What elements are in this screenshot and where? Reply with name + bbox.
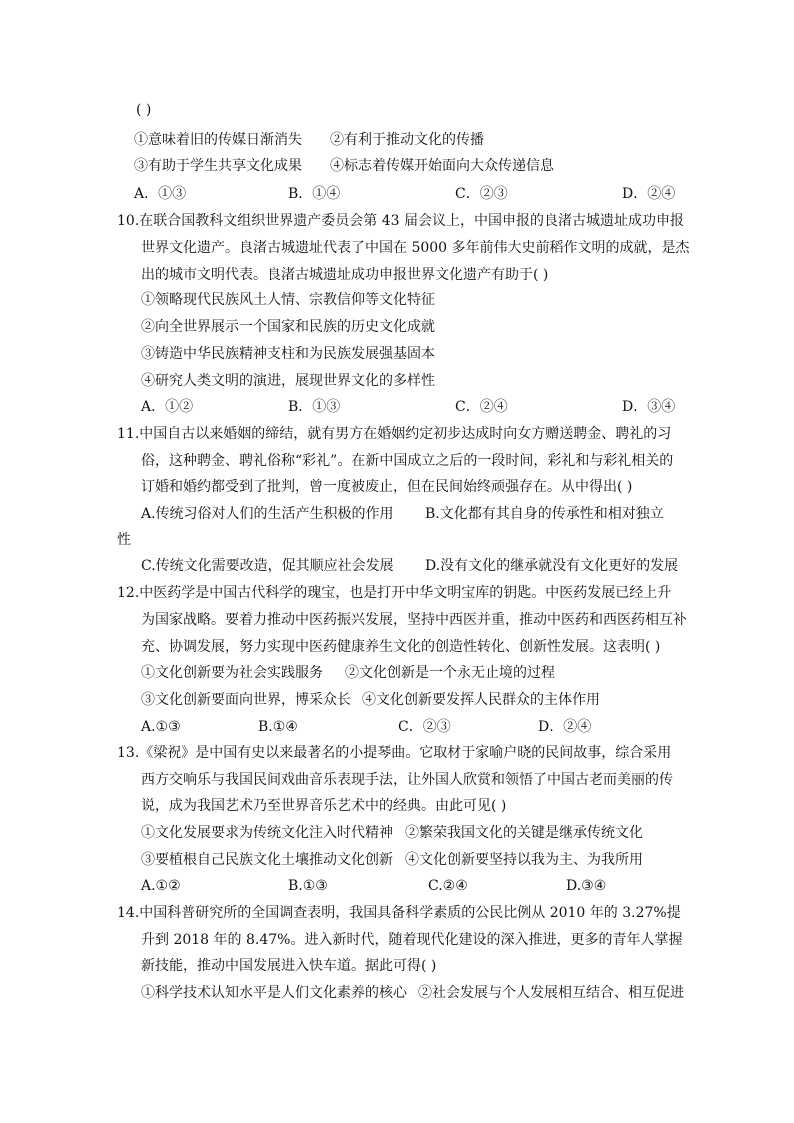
q10-line-2: 世界文化遗产。良渚古城遗址代表了中国在 5000 多年前伟大史前稻作文明的成就，是杰	[141, 240, 690, 256]
q12-statement-3: ③文化创新要面向世界，博采众长	[141, 692, 351, 708]
q10-statement-2: ②向全世界展示一个国家和民族的历史文化成就	[141, 319, 435, 335]
q12-statement-4: ④文化创新要发挥人民群众的主体作用	[362, 692, 600, 708]
q12-option-b: B.①④	[258, 719, 298, 735]
q13-option-d: D.③④	[566, 878, 607, 894]
q11-line-3: 订婚和婚约都受到了批判，曾一度被废止，但在民间始终顽强存在。从中得出( )	[141, 479, 633, 495]
q12-line-2: 为国家战略。要着力推动中医药振兴发展，坚持中西医并重，推动中医药和西医药相互补	[141, 612, 687, 628]
q13-statement-3: ③要植根自己民族文化土壤推动文化创新	[141, 852, 393, 868]
q10-statement-1: ①领略现代民族风土人情、宗教信仰等文化特征	[141, 292, 435, 308]
q10-line-3: 出的城市文明代表。良渚古城遗址成功申报世界文化遗产有助于( )	[141, 267, 549, 283]
q12-option-a: A.①③	[141, 719, 181, 735]
q13-option-c: C.②④	[428, 878, 468, 894]
q10-option-b: B．①③	[288, 399, 341, 415]
q9-option-d: D．②④	[622, 186, 676, 202]
q13-line-3: 说，成为我国艺术乃至世界音乐艺术中的经典。由此可见( )	[141, 798, 507, 814]
q9-statement-4: ④标志着传媒开始面向大众传递信息	[330, 158, 554, 174]
q12-line-1: 12.中医药学是中国古代科学的瑰宝，也是打开中华文明宝库的钥匙。中医药发展已经上升	[117, 585, 672, 601]
q10-option-c: C．②④	[455, 399, 508, 415]
q11-option-b-cont: 性	[117, 532, 131, 548]
q12-option-d: D．②④	[538, 719, 592, 735]
q12-statement-1: ①文化创新要为社会实践服务	[141, 665, 323, 681]
q10-option-a: A．①②	[141, 399, 194, 415]
q10-line-1: 10.在联合国教科文组织世界遗产委员会第 43 届会议上，中国申报的良渚古城遗址成功申报	[117, 213, 684, 229]
q11-option-c: C.传统文化需要改造，促其顺应社会发展	[141, 558, 394, 574]
q9-statement-2: ②有利于推动文化的传播	[330, 132, 484, 148]
q13-statement-4: ④文化创新要坚持以我为主、为我所用	[405, 852, 643, 868]
q9-option-a: A．①③	[134, 186, 187, 202]
q14-statement-2: ②社会发展与个人发展相互结合、相互促进	[418, 985, 684, 1001]
q13-option-a: A.①②	[141, 878, 181, 894]
q13-line-1: 13.《梁祝》是中国有史以来最著名的小提琴曲。它取材于家喻户晓的民间故事，综合采用	[117, 745, 672, 761]
q13-line-2: 西方交响乐与我国民间戏曲音乐表现手法，让外国人欣赏和领悟了中国古老而美丽的传	[141, 772, 673, 788]
q14-line-1: 14.中国科普研究所的全国调查表明，我国具备科学素质的公民比例从 2010 年的 3.27%提	[117, 905, 681, 921]
q10-statement-3: ③铸造中华民族精神支柱和为民族发展强基固本	[141, 346, 435, 362]
q9-paren: ( )	[136, 102, 152, 118]
q11-line-1: 11.中国自古以来婚姻的缔结，就有男方在婚姻约定初步达成时向女方赠送聘金、聘礼的习	[117, 426, 672, 442]
q10-option-d: D．③④	[622, 399, 676, 415]
q12-line-3: 充、协调发展，努力实现中医药健康养生文化的创造性转化、创新性发展。这表明( )	[141, 639, 661, 655]
q11-option-a: A.传统习俗对人们的生活产生积极的作用	[141, 506, 394, 522]
q13-statement-1: ①文化发展要求为传统文化注入时代精神	[141, 825, 393, 841]
q13-option-b: B.①③	[288, 878, 328, 894]
q13-statement-2: ②繁荣我国文化的关键是继承传统文化	[405, 825, 643, 841]
q11-line-2: 俗，这种聘金、聘礼俗称“彩礼”。在新中国成立之后的一段时间，彩礼和与彩礼相关的	[141, 453, 674, 469]
q11-option-d: D.没有文化的继承就没有文化更好的发展	[425, 558, 679, 574]
q14-line-2: 升到 2018 年的 8.47%。进入新时代，随着现代化建设的深入推进，更多的青年人掌握	[141, 932, 683, 948]
q14-statement-1: ①科学技术认知水平是人们文化素养的核心	[141, 985, 407, 1001]
q12-statement-2: ②文化创新是一个永无止境的过程	[345, 665, 555, 681]
q10-statement-4: ④研究人类文明的演进，展现世界文化的多样性	[141, 373, 435, 389]
q14-line-3: 新技能，推动中国发展进入快车道。据此可得( )	[141, 958, 437, 974]
q12-option-c: C．②③	[398, 719, 451, 735]
q9-statement-1: ①意味着旧的传媒日渐消失	[134, 132, 302, 148]
q11-option-b: B.文化都有其自身的传承性和相对独立	[425, 506, 664, 522]
q9-option-c: C．②③	[455, 186, 508, 202]
q9-option-b: B．①④	[288, 186, 341, 202]
q9-statement-3: ③有助于学生共享文化成果	[134, 158, 302, 174]
